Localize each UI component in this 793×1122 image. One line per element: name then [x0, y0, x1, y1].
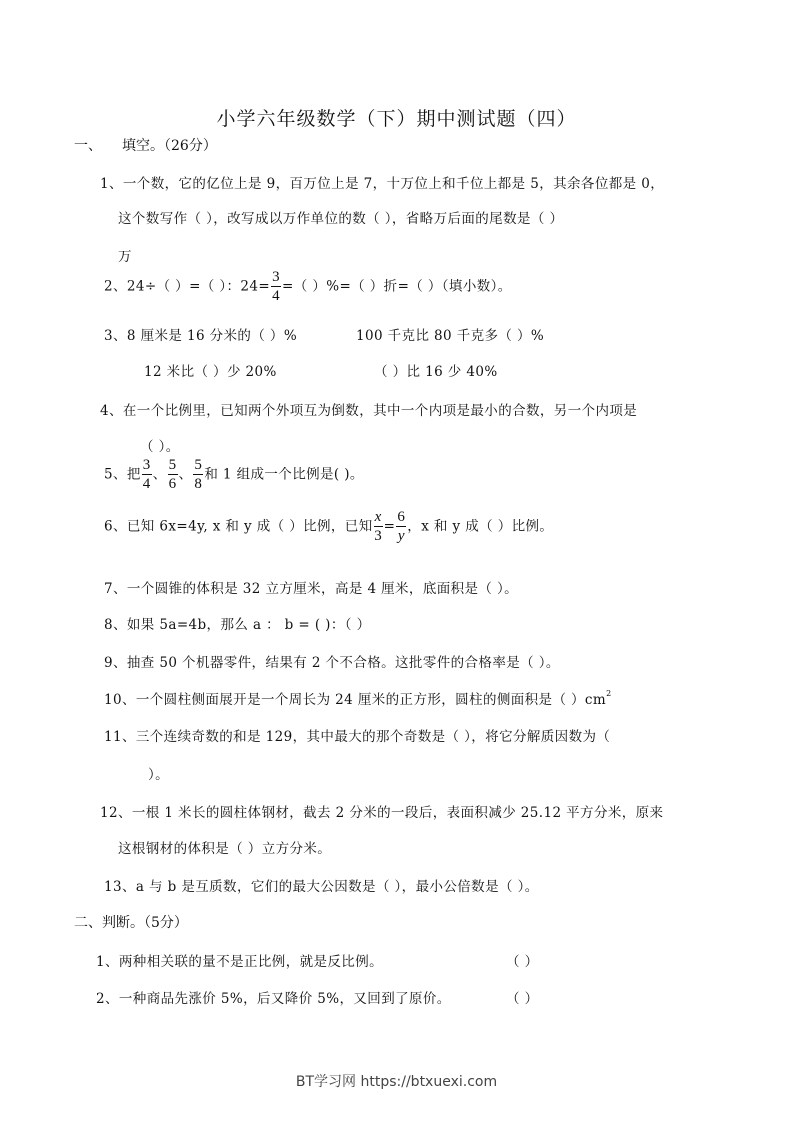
squared-superscript: 2	[606, 689, 612, 698]
fraction-x-3: $\frac{x}{3}$	[374, 509, 383, 544]
question-10: 10、一个圆柱侧面展开是一个周长为 24 厘米的正方形，圆柱的侧面积是（ ）$cm^2$	[104, 689, 612, 708]
question-3-part-b: 100 千克比 80 千克多（ ）%	[356, 328, 545, 344]
section-2-heading: 二、判断。（5分）	[74, 915, 188, 931]
judgement-item-1-blank: （ ）	[506, 954, 539, 970]
question-3-part-c: 12 米比（ ）少 20%	[144, 364, 277, 380]
judgement-item-1: 1、两种相关联的量不是正比例，就是反比例。	[96, 954, 383, 970]
question-2-prefix: 2、24÷（ ）=（ ）：24=	[104, 278, 271, 295]
question-8: 8、如果 5a=4b，那么 a ： b = ( )：（ ）	[104, 617, 371, 633]
question-2	[104, 270, 512, 304]
fraction-5-6: $\frac{5}{6}$	[168, 457, 177, 492]
question-5: 5、把 $\frac{3}{4}$ 、 $\frac{5}{6}$ 、 $\frac{5}{8}$ 和 1 组成一个比例是( )。	[104, 457, 364, 492]
fraction-3-4: $\frac{3}{4}$	[142, 457, 151, 492]
question-1-line-1: 1、一个数，它的亿位上是 9，百万位上是 7，十万位上和千位上都是 5，其余各位都是 0，	[100, 176, 665, 192]
question-6: 6、已知 6x=4y, x 和 y 成（ ）比例，已知 $\frac{x}{3}$ = $\frac{6}{y}$ ，x 和 y 成（ ）比例。	[104, 509, 554, 544]
question-1-line-3: 万	[118, 249, 132, 265]
question-2-suffix: =（ ）%=（ ）折=（ ）（填小数）。	[282, 278, 512, 295]
section-1-number: 一、	[74, 138, 102, 154]
question-12-line-2: 这根钢材的体积是（ ）立方分米。	[118, 841, 332, 857]
question-13: 13、a 与 b 是互质数，它们的最大公因数是（ ），最小公倍数是（ ）。	[104, 879, 539, 895]
question-3-part-a: 3、8 厘米是 16 分米的（ ）%	[104, 328, 298, 344]
question-4-line-2: （ ）。	[140, 439, 180, 455]
fraction-6-y: $\frac{6}{y}$	[397, 509, 406, 544]
question-9: 9、抽查 50 个机器零件，结果有 2 个不合格。这批零件的合格率是（ ）。	[104, 655, 560, 671]
question-4-line-1: 4、在一个比例里，已知两个外项互为倒数，其中一个内项是最小的合数，另一个内项是	[100, 403, 638, 419]
footer-watermark: BT学习网 https://btxuexi.com	[295, 1074, 498, 1090]
page-title: 小学六年级数学（下）期中测试题（四）	[216, 108, 577, 130]
judgement-item-2: 2、一种商品先涨价 5%，后又降价 5%，又回到了原价。	[96, 991, 451, 1007]
judgement-item-2-blank: （ ）	[506, 991, 539, 1007]
fraction-5-8: $\frac{5}{8}$	[194, 457, 203, 492]
fraction-three-quarters: $\frac{3}{4}$	[272, 269, 281, 304]
question-11-line-2: ）。	[148, 767, 170, 783]
question-1-line-2: 这个数写作（ ），改写成以万作单位的数（ ），省略万后面的尾数是（ ）	[118, 211, 564, 227]
question-7: 7、一个圆锥的体积是 32 立方厘米，高是 4 厘米，底面积是（ ）。	[104, 581, 519, 597]
question-3-part-d: （ ）比 16 少 40%	[374, 364, 498, 380]
question-11-line-1: 11、三个连续奇数的和是 129，其中最大的那个奇数是（ ），将它分解质因数为（	[104, 729, 611, 745]
section-1-heading: 填空。（26分）	[122, 138, 217, 154]
question-12-line-1: 12、一根 1 米长的圆柱体钢材，截去 2 分米的一段后，表面积减少 25.12 平方分米，原来	[100, 805, 664, 821]
